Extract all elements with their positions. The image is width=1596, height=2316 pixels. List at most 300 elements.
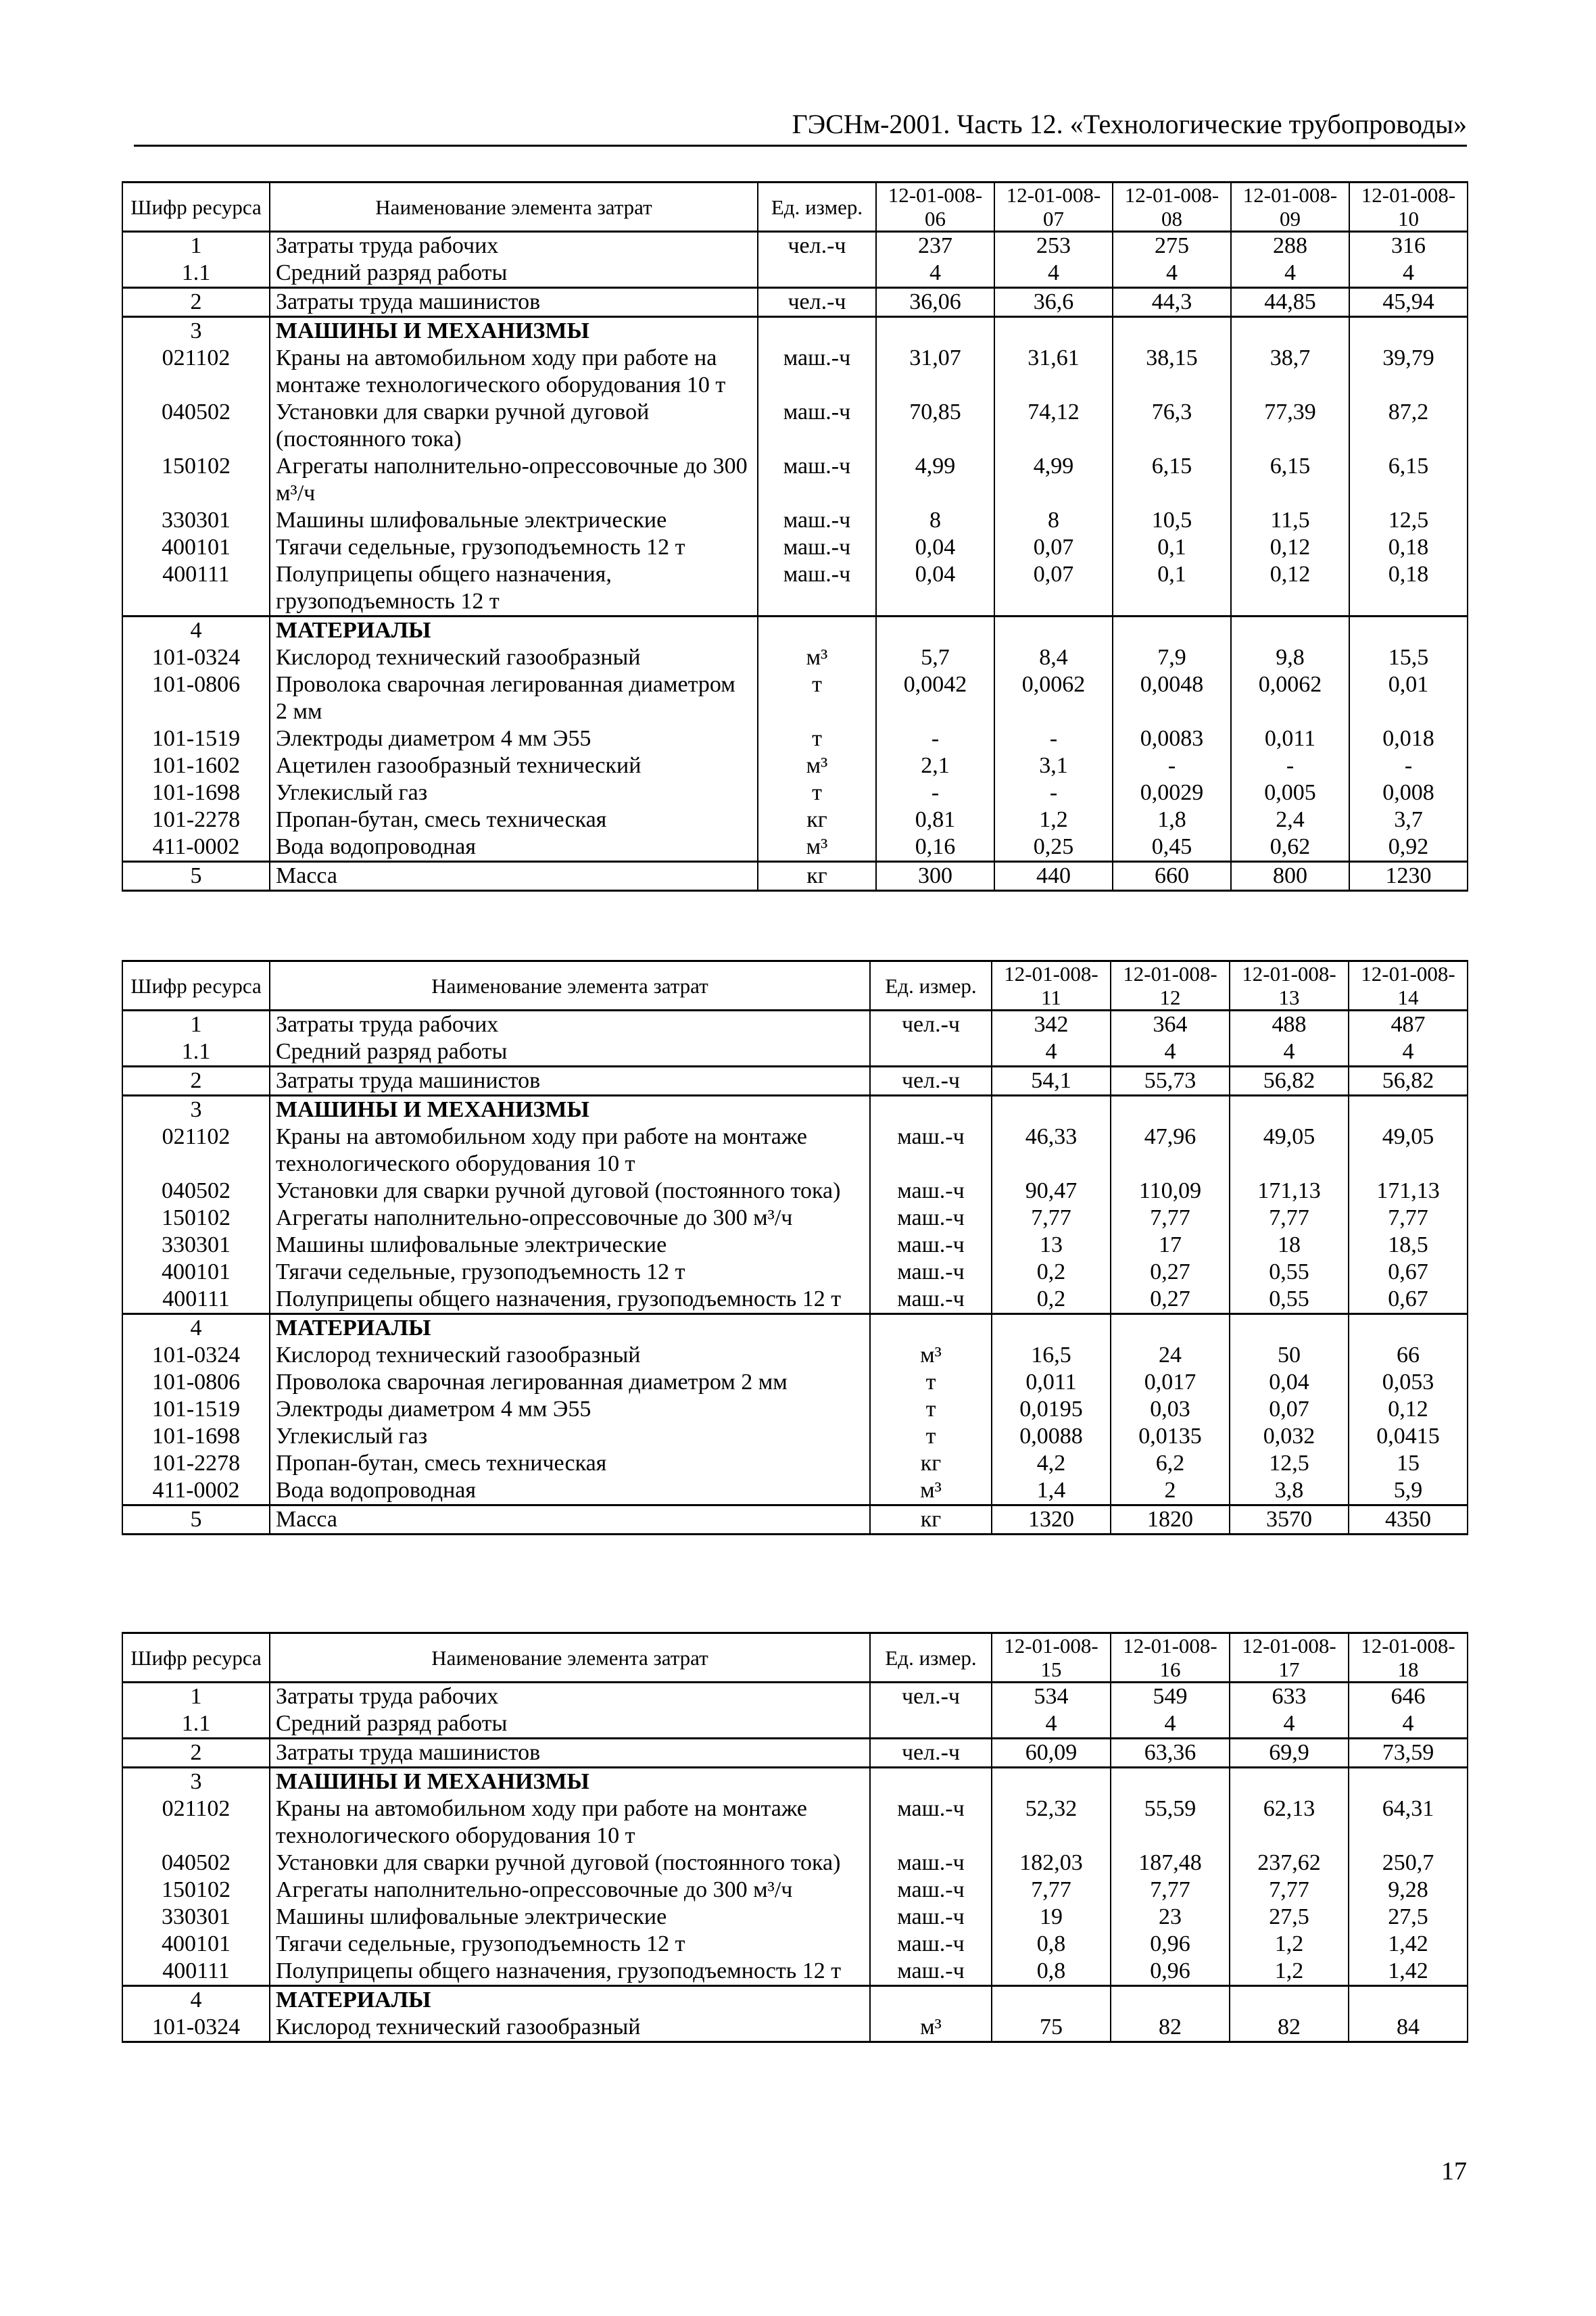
- resource-value: 52,32: [992, 1795, 1111, 1850]
- table-row: [122, 1038, 1468, 1067]
- resource-value: 237: [876, 232, 994, 260]
- resource-value: 0,96: [1111, 1931, 1230, 1958]
- resource-unit: маш.-ч: [870, 1259, 992, 1286]
- resource-value: 47,96: [1111, 1124, 1230, 1178]
- resource-name: Пропан-бутан, смесь техническая: [270, 806, 758, 834]
- resource-unit: маш.-ч: [870, 1124, 992, 1178]
- resource-name: Машины шлифовальные электрические: [270, 507, 758, 534]
- resource-value: [1349, 1986, 1468, 2015]
- resource-value: -: [876, 779, 994, 806]
- table-row: [122, 1958, 1468, 1986]
- resource-value: 549: [1111, 1683, 1230, 1711]
- resource-unit: чел.-ч: [758, 232, 876, 260]
- header-col-code: 12-01-008-11: [992, 961, 1111, 1011]
- table-row: [122, 1369, 1468, 1396]
- resource-value: 182,03: [992, 1850, 1111, 1877]
- resource-name: Углекислый газ: [270, 1423, 870, 1450]
- resource-value: 1,8: [1113, 806, 1231, 834]
- resource-value: 0,67: [1349, 1259, 1468, 1286]
- resource-unit: т: [758, 671, 876, 725]
- resource-unit: [870, 1038, 992, 1067]
- resource-value: 36,06: [876, 288, 994, 317]
- resource-value: 1320: [992, 1505, 1111, 1535]
- header-col-code: 12-01-008-08: [1113, 183, 1231, 232]
- resource-code: 040502: [122, 1178, 270, 1205]
- resource-value: 5,7: [876, 644, 994, 671]
- resource-table-2: [122, 960, 1468, 1535]
- table-row: [122, 1931, 1468, 1958]
- resource-unit: маш.-ч: [758, 399, 876, 453]
- resource-value: 3570: [1230, 1505, 1349, 1535]
- table-row: [122, 1683, 1468, 1711]
- resource-code: 101-1519: [122, 1396, 270, 1423]
- resource-name: Полуприцепы общего назначения, грузоподъемность 12 т: [270, 1286, 870, 1314]
- header-unit: Ед. измер.: [870, 961, 992, 1011]
- resource-code: 1.1: [122, 260, 270, 288]
- resource-value: 171,13: [1349, 1178, 1468, 1205]
- resource-value: [1111, 1314, 1230, 1343]
- resource-value: 0,07: [994, 561, 1113, 617]
- resource-code: 330301: [122, 507, 270, 534]
- table-row: [122, 1011, 1468, 1039]
- resource-unit: [758, 617, 876, 645]
- resource-value: 27,5: [1349, 1904, 1468, 1931]
- resource-value: 63,36: [1111, 1739, 1230, 1768]
- resource-unit: т: [870, 1369, 992, 1396]
- resource-value: 0,16: [876, 834, 994, 862]
- resource-value: 15,5: [1349, 644, 1468, 671]
- resource-code: 101-1698: [122, 1423, 270, 1450]
- resource-value: [1113, 617, 1231, 645]
- resource-value: 8,4: [994, 644, 1113, 671]
- resource-name: Электроды диаметром 4 мм Э55: [270, 1396, 870, 1423]
- resource-unit: маш.-ч: [870, 1931, 992, 1958]
- resource-unit: м³: [870, 1477, 992, 1505]
- resource-value: 534: [992, 1683, 1111, 1711]
- resource-code: 101-0324: [122, 644, 270, 671]
- resource-value: [992, 1096, 1111, 1124]
- resource-value: 69,9: [1230, 1739, 1349, 1768]
- resource-code: 1: [122, 232, 270, 260]
- resource-unit: [870, 1096, 992, 1124]
- resource-name: Проволока сварочная легированная диаметром 2 мм: [270, 671, 758, 725]
- resource-name: Затраты труда рабочих: [270, 232, 758, 260]
- resource-unit: маш.-ч: [870, 1178, 992, 1205]
- resource-value: 90,47: [992, 1178, 1111, 1205]
- resource-value: 4,2: [992, 1450, 1111, 1477]
- resource-value: 12,5: [1230, 1450, 1349, 1477]
- resource-unit: маш.-ч: [870, 1877, 992, 1904]
- header-col-code: 12-01-008-10: [1349, 183, 1468, 232]
- resource-name: Масса: [270, 1505, 870, 1535]
- resource-value: 9,8: [1231, 644, 1349, 671]
- resource-name: Проволока сварочная легированная диаметром 2 мм: [270, 1369, 870, 1396]
- resource-name: Краны на автомобильном ходу при работе на монтаже технологического оборудования 10 т: [270, 1124, 870, 1178]
- table-row: [122, 345, 1468, 399]
- resource-value: 0,04: [1230, 1369, 1349, 1396]
- resource-unit: м³: [870, 2014, 992, 2042]
- resource-code: 5: [122, 862, 270, 891]
- table-row: [122, 2014, 1468, 2042]
- header-code: Шифр ресурса: [122, 961, 270, 1011]
- resource-unit: чел.-ч: [870, 1011, 992, 1039]
- resource-unit: маш.-ч: [870, 1850, 992, 1877]
- resource-value: 6,15: [1231, 453, 1349, 507]
- resource-value: [994, 317, 1113, 345]
- resource-name: МАШИНЫ И МЕХАНИЗМЫ: [270, 1768, 870, 1796]
- resource-unit: м³: [758, 644, 876, 671]
- resource-value: 0,96: [1111, 1958, 1230, 1986]
- resource-value: 6,15: [1113, 453, 1231, 507]
- resource-value: 18: [1230, 1232, 1349, 1259]
- table-row: [122, 1259, 1468, 1286]
- resource-value: 250,7: [1349, 1850, 1468, 1877]
- resource-value: 0,0029: [1113, 779, 1231, 806]
- resource-code: 1: [122, 1011, 270, 1039]
- resource-value: 0,55: [1230, 1259, 1349, 1286]
- table-row: [122, 1342, 1468, 1369]
- resource-value: 110,09: [1111, 1178, 1230, 1205]
- resource-value: 488: [1230, 1011, 1349, 1039]
- resource-unit: маш.-ч: [758, 453, 876, 507]
- resource-value: 440: [994, 862, 1113, 891]
- resource-value: 0,62: [1231, 834, 1349, 862]
- resource-value: 75: [992, 2014, 1111, 2042]
- resource-value: 82: [1111, 2014, 1230, 2042]
- resource-value: 4: [992, 1710, 1111, 1739]
- resource-value: 0,07: [1230, 1396, 1349, 1423]
- resource-value: 18,5: [1349, 1232, 1468, 1259]
- resource-value: 56,82: [1349, 1067, 1468, 1096]
- resource-unit: маш.-ч: [758, 534, 876, 561]
- resource-value: 1230: [1349, 862, 1468, 891]
- table-row: [122, 1795, 1468, 1850]
- resource-unit: маш.-ч: [870, 1795, 992, 1850]
- table-row: [122, 779, 1468, 806]
- resource-value: 9,28: [1349, 1877, 1468, 1904]
- table-row: [122, 288, 1468, 317]
- header-col-code: 12-01-008-15: [992, 1633, 1111, 1683]
- resource-code: 5: [122, 1505, 270, 1535]
- table-row: [122, 453, 1468, 507]
- resource-value: [992, 1768, 1111, 1796]
- table-row: [122, 232, 1468, 260]
- resource-code: 150102: [122, 1205, 270, 1232]
- table-row: [122, 752, 1468, 779]
- resource-value: 23: [1111, 1904, 1230, 1931]
- resource-name: Затраты труда машинистов: [270, 1739, 870, 1768]
- resource-value: 4,99: [994, 453, 1113, 507]
- resource-value: 49,05: [1349, 1124, 1468, 1178]
- resource-name: Краны на автомобильном ходу при работе на монтаже технологического оборудования 10 т: [270, 1795, 870, 1850]
- resource-value: 45,94: [1349, 288, 1468, 317]
- resource-code: 4: [122, 617, 270, 645]
- resource-name: Пропан-бутан, смесь техническая: [270, 1450, 870, 1477]
- resource-value: 0,0195: [992, 1396, 1111, 1423]
- resource-value: 6,2: [1111, 1450, 1230, 1477]
- resource-value: 55,59: [1111, 1795, 1230, 1850]
- header-name: Наименование элемента затрат: [270, 961, 870, 1011]
- resource-name: Средний разряд работы: [270, 1038, 870, 1067]
- resource-value: 0,005: [1231, 779, 1349, 806]
- resource-code: 101-0324: [122, 2014, 270, 2042]
- resource-value: 187,48: [1111, 1850, 1230, 1877]
- resource-unit: [870, 1986, 992, 2015]
- resource-code: 101-1698: [122, 779, 270, 806]
- resource-value: [994, 617, 1113, 645]
- resource-value: 0,92: [1349, 834, 1468, 862]
- resource-name: Агрегаты наполнительно-опрессовочные до 300 м³/ч: [270, 1877, 870, 1904]
- table-row: [122, 260, 1468, 288]
- resource-value: 24: [1111, 1342, 1230, 1369]
- resource-name: Полуприцепы общего назначения, грузоподъемность 12 т: [270, 1958, 870, 1986]
- resource-code: 101-2278: [122, 806, 270, 834]
- resource-value: 56,82: [1230, 1067, 1349, 1096]
- resource-value: 84: [1349, 2014, 1468, 2042]
- resource-name: Установки для сварки ручной дуговой (постоянного тока): [270, 399, 758, 453]
- resource-value: 0,18: [1349, 561, 1468, 617]
- resource-code: 2: [122, 288, 270, 317]
- resource-value: 2,4: [1231, 806, 1349, 834]
- resource-value: 12,5: [1349, 507, 1468, 534]
- resource-value: 7,77: [1230, 1877, 1349, 1904]
- resource-name: Затраты труда рабочих: [270, 1011, 870, 1039]
- resource-value: 364: [1111, 1011, 1230, 1039]
- resource-unit: т: [758, 725, 876, 752]
- header-col-code: 12-01-008-17: [1230, 1633, 1349, 1683]
- resource-code: 330301: [122, 1904, 270, 1931]
- resource-code: 411-0002: [122, 1477, 270, 1505]
- table-row: [122, 862, 1468, 891]
- table-row: [122, 1904, 1468, 1931]
- resource-name: Затраты труда машинистов: [270, 1067, 870, 1096]
- resource-value: 82: [1230, 2014, 1349, 2042]
- resource-value: 8: [994, 507, 1113, 534]
- table-row: [122, 1477, 1468, 1505]
- header-name: Наименование элемента затрат: [270, 183, 758, 232]
- resource-value: 2,1: [876, 752, 994, 779]
- resource-value: 0,55: [1230, 1286, 1349, 1314]
- resource-value: [992, 1314, 1111, 1343]
- resource-value: 4: [992, 1038, 1111, 1067]
- resource-unit: кг: [870, 1450, 992, 1477]
- resource-code: 021102: [122, 1795, 270, 1850]
- resource-value: 4: [1349, 1038, 1468, 1067]
- resource-name: Машины шлифовальные электрические: [270, 1904, 870, 1931]
- resource-name: Кислород технический газообразный: [270, 2014, 870, 2042]
- resource-value: 54,1: [992, 1067, 1111, 1096]
- resource-value: 8: [876, 507, 994, 534]
- table-row: [122, 1423, 1468, 1450]
- resource-value: -: [1113, 752, 1231, 779]
- resource-value: 1,2: [1230, 1958, 1349, 1986]
- resource-code: 150102: [122, 1877, 270, 1904]
- resource-value: 0,0062: [994, 671, 1113, 725]
- resource-code: 3: [122, 317, 270, 345]
- resource-code: 101-0324: [122, 1342, 270, 1369]
- resource-value: 36,6: [994, 288, 1113, 317]
- resource-name: Тягачи седельные, грузоподъемность 12 т: [270, 1931, 870, 1958]
- table-row: [122, 725, 1468, 752]
- resource-value: 0,032: [1230, 1423, 1349, 1450]
- resource-value: 0,04: [876, 561, 994, 617]
- resource-value: 633: [1230, 1683, 1349, 1711]
- resource-unit: маш.-ч: [758, 345, 876, 399]
- resource-unit: чел.-ч: [758, 288, 876, 317]
- resource-value: 44,85: [1231, 288, 1349, 317]
- resource-unit: маш.-ч: [758, 561, 876, 617]
- resource-value: 0,04: [876, 534, 994, 561]
- resource-value: 31,61: [994, 345, 1113, 399]
- resource-value: 0,18: [1349, 534, 1468, 561]
- resource-name: Краны на автомобильном ходу при работе на монтаже технологического оборудования 10 т: [270, 345, 758, 399]
- resource-value: 0,8: [992, 1931, 1111, 1958]
- resource-value: 0,0415: [1349, 1423, 1468, 1450]
- table-row: [122, 1396, 1468, 1423]
- table-header-row: [122, 961, 1468, 1011]
- resource-code: 4: [122, 1314, 270, 1343]
- table-row: [122, 399, 1468, 453]
- resource-name: Вода водопроводная: [270, 1477, 870, 1505]
- resource-value: 44,3: [1113, 288, 1231, 317]
- resource-value: 7,77: [992, 1205, 1111, 1232]
- resource-code: 101-1602: [122, 752, 270, 779]
- resource-value: [1111, 1096, 1230, 1124]
- resource-value: 4: [1113, 260, 1231, 288]
- resource-value: [1231, 617, 1349, 645]
- resource-code: 330301: [122, 1232, 270, 1259]
- resource-value: 11,5: [1231, 507, 1349, 534]
- resource-value: 0,053: [1349, 1369, 1468, 1396]
- resource-table-1: [122, 181, 1468, 892]
- resource-value: 7,77: [1111, 1877, 1230, 1904]
- resource-value: 16,5: [992, 1342, 1111, 1369]
- table-row: [122, 507, 1468, 534]
- resource-code: 3: [122, 1768, 270, 1796]
- resource-unit: маш.-ч: [870, 1286, 992, 1314]
- resource-value: 10,5: [1113, 507, 1231, 534]
- resource-name: Кислород технический газообразный: [270, 1342, 870, 1369]
- resource-code: 101-2278: [122, 1450, 270, 1477]
- table-row: [122, 534, 1468, 561]
- resource-value: 74,12: [994, 399, 1113, 453]
- resource-value: 0,0042: [876, 671, 994, 725]
- resource-value: [1231, 317, 1349, 345]
- table-row: [122, 671, 1468, 725]
- page-header: ГЭСНм-2001. Часть 12. «Технологические трубопроводы»: [134, 108, 1467, 147]
- resource-code: 1: [122, 1683, 270, 1711]
- resource-code: 400101: [122, 1259, 270, 1286]
- resource-code: 101-0806: [122, 1369, 270, 1396]
- resource-value: 27,5: [1230, 1904, 1349, 1931]
- resource-value: 31,07: [876, 345, 994, 399]
- resource-value: 0,2: [992, 1286, 1111, 1314]
- resource-name: Затраты труда рабочих: [270, 1683, 870, 1711]
- resource-code: 400101: [122, 534, 270, 561]
- table-row: [122, 1286, 1468, 1314]
- table-row: [122, 1232, 1468, 1259]
- resource-name: Средний разряд работы: [270, 260, 758, 288]
- header-col-code: 12-01-008-06: [876, 183, 994, 232]
- resource-value: 0,03: [1111, 1396, 1230, 1423]
- header-unit: Ед. измер.: [870, 1633, 992, 1683]
- resource-value: 19: [992, 1904, 1111, 1931]
- resource-unit: маш.-ч: [870, 1205, 992, 1232]
- resource-value: 1,42: [1349, 1931, 1468, 1958]
- resource-value: 800: [1231, 862, 1349, 891]
- resource-name: Затраты труда машинистов: [270, 288, 758, 317]
- table-row: [122, 806, 1468, 834]
- resource-name: Углекислый газ: [270, 779, 758, 806]
- resource-name: МАТЕРИАЛЫ: [270, 1314, 870, 1343]
- resource-value: 275: [1113, 232, 1231, 260]
- resource-value: [1111, 1768, 1230, 1796]
- resource-value: 3,7: [1349, 806, 1468, 834]
- resource-value: 0,12: [1231, 534, 1349, 561]
- resource-value: 487: [1349, 1011, 1468, 1039]
- resource-unit: [758, 260, 876, 288]
- resource-unit: [870, 1710, 992, 1739]
- resource-unit: т: [870, 1396, 992, 1423]
- resource-value: 3,8: [1230, 1477, 1349, 1505]
- table-row: [122, 561, 1468, 617]
- resource-value: 64,31: [1349, 1795, 1468, 1850]
- resource-value: 253: [994, 232, 1113, 260]
- resource-value: 4: [876, 260, 994, 288]
- resource-value: 0,8: [992, 1958, 1111, 1986]
- resource-code: 1.1: [122, 1038, 270, 1067]
- resource-value: 0,0048: [1113, 671, 1231, 725]
- resource-value: 62,13: [1230, 1795, 1349, 1850]
- resource-code: 101-0806: [122, 671, 270, 725]
- resource-code: 040502: [122, 1850, 270, 1877]
- resource-code: 021102: [122, 345, 270, 399]
- resource-name: Средний разряд работы: [270, 1710, 870, 1739]
- resource-value: 1,2: [1230, 1931, 1349, 1958]
- resource-value: 660: [1113, 862, 1231, 891]
- resource-name: Кислород технический газообразный: [270, 644, 758, 671]
- resource-value: 4: [1349, 260, 1468, 288]
- resource-value: 6,15: [1349, 453, 1468, 507]
- resource-unit: м³: [758, 834, 876, 862]
- resource-value: 70,85: [876, 399, 994, 453]
- resource-value: 342: [992, 1011, 1111, 1039]
- resource-name: МАТЕРИАЛЫ: [270, 617, 758, 645]
- header-name: Наименование элемента затрат: [270, 1633, 870, 1683]
- header-code: Шифр ресурса: [122, 1633, 270, 1683]
- resource-value: [1230, 1986, 1349, 2015]
- resource-value: 3,1: [994, 752, 1113, 779]
- resource-name: Агрегаты наполнительно-опрессовочные до 300 м³/ч: [270, 453, 758, 507]
- resource-value: 0,25: [994, 834, 1113, 862]
- table-row: [122, 1178, 1468, 1205]
- resource-value: 0,07: [994, 534, 1113, 561]
- resource-name: Электроды диаметром 4 мм Э55: [270, 725, 758, 752]
- resource-unit: кг: [870, 1505, 992, 1535]
- resource-value: 60,09: [992, 1739, 1111, 1768]
- resource-name: Тягачи седельные, грузоподъемность 12 т: [270, 534, 758, 561]
- resource-value: 0,45: [1113, 834, 1231, 862]
- resource-table-3: [122, 1632, 1468, 2043]
- resource-value: 316: [1349, 232, 1468, 260]
- header-col-code: 12-01-008-18: [1349, 1633, 1468, 1683]
- resource-unit: [870, 1314, 992, 1343]
- resource-name: МАШИНЫ И МЕХАНИЗМЫ: [270, 317, 758, 345]
- resource-value: 4: [1230, 1710, 1349, 1739]
- resource-value: 1820: [1111, 1505, 1230, 1535]
- resource-value: 4: [1230, 1038, 1349, 1067]
- resource-value: 55,73: [1111, 1067, 1230, 1096]
